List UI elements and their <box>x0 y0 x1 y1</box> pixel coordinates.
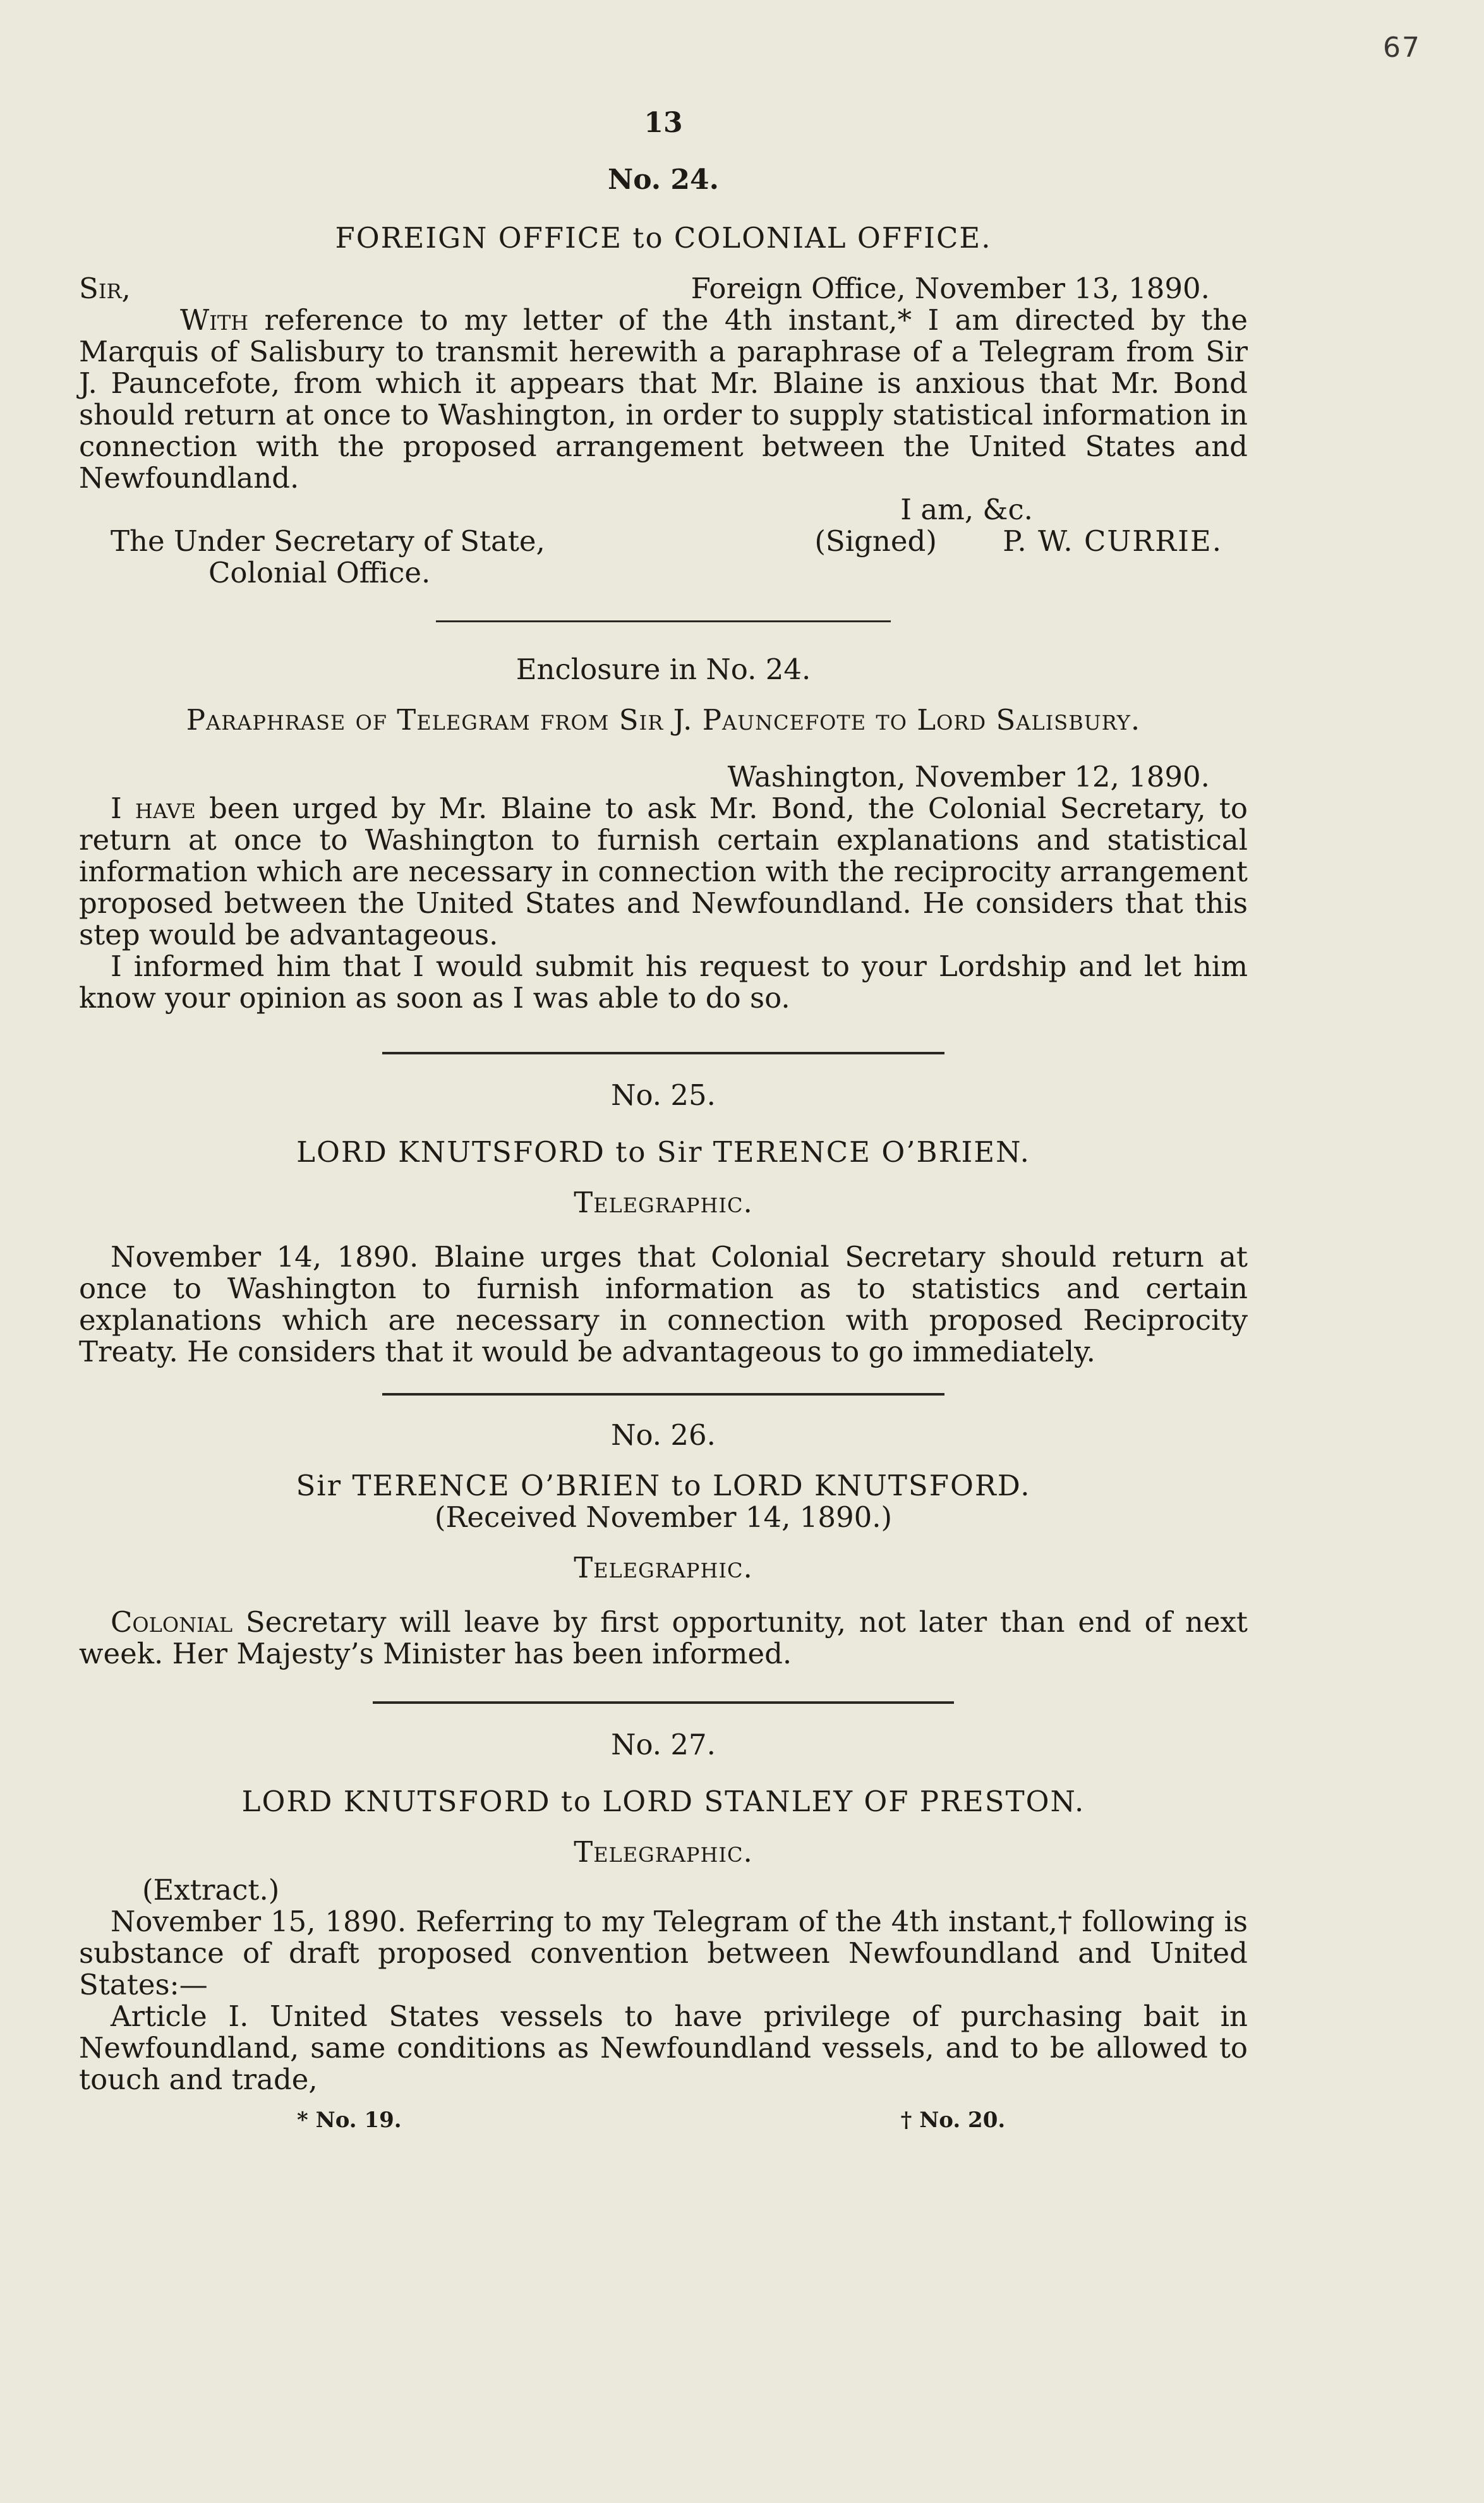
page-number: 67 <box>1383 32 1421 64</box>
salutation-row <box>79 273 1248 305</box>
lead-word: I have <box>111 792 196 825</box>
document-heading: LORD KNUTSFORD to Sir TERENCE O’BRIEN. <box>296 1135 1030 1169</box>
addressee-line: The Under Secretary of State, <box>111 524 545 558</box>
telegram-body: November 14, 1890. Blaine urges that Colonial Secretary should return at once to Washington to furnish information as to statistics and certain explanations which are necessary in connection with proposed Reciprocity Treaty. He considers that it would be advantageous to go immediately. <box>79 1240 1248 1368</box>
letter-body <box>79 305 1248 494</box>
signature-row <box>79 526 1248 557</box>
section-number: 13 <box>644 107 683 139</box>
telegram-body: Article I. United States vessels to have privilege of purchasing bait in Newfoundland, same conditions as Newfoundland vessels, and to be allowed to touch and trade, <box>79 1999 1248 2096</box>
divider <box>382 1052 944 1054</box>
document-body <box>79 107 1248 2136</box>
dateline: Washington, November 12, 1890. <box>727 760 1210 793</box>
enclosure-title: Enclosure in No. 24. <box>516 653 811 686</box>
letter-text: reference to my letter of the 4th instant,* I am directed by the Marquis of Salisbury to transmit herewith a paraphrase of a Telegram from Sir J. Pauncefote, from which it appears that Mr. Blaine is anxious that Mr. Bond should return at once to Washington, in order to supply statistical information in connection with the proposed arrangement between the United States and Newfoundland. <box>79 303 1248 495</box>
enclosure-body: I informed him that I would submit his request to your Lordship and let him know your opinion as soon as I was able to do so. <box>79 950 1248 1015</box>
message-type: Telegraphic. <box>574 1835 753 1869</box>
enclosure-body <box>79 793 1248 951</box>
document-number: No. 24. <box>608 164 719 196</box>
document-number: No. 26. <box>611 1418 716 1452</box>
enclosure-text: been urged by Mr. Blaine to ask Mr. Bond, the Colonial Secretary, to return at once to Washington to furnish certain explanations and statistical information which are necessary in connection with the reciprocity arrangement proposed between the United States and Newfoundland. He considers that this step would be advantageous. <box>79 792 1248 951</box>
signatory: P. W. CURRIE. <box>1003 524 1222 558</box>
extract-label: (Extract.) <box>142 1873 280 1907</box>
footnote: * No. 19. <box>297 2108 402 2133</box>
telegram-body <box>79 1607 1248 1670</box>
lead-word: With <box>180 303 249 337</box>
addressee-line: Colonial Office. <box>208 556 431 589</box>
received-line: (Received November 14, 1890.) <box>434 1500 893 1534</box>
document-number: No. 25. <box>611 1078 716 1112</box>
telegram-body: November 15, 1890. Referring to my Telegram of the 4th instant,† following is substance of draft proposed convention between Newfoundland and United States:— <box>79 1905 1248 2001</box>
footnotes <box>79 2104 1248 2136</box>
divider <box>436 620 891 622</box>
signature-block <box>814 526 1222 557</box>
document-heading: LORD KNUTSFORD to LORD STANLEY OF PRESTON. <box>241 1785 1085 1818</box>
telegram-text: Secretary will leave by first opportunity, not later than end of next week. Her Majesty’s Minister has been informed. <box>79 1605 1248 1670</box>
salutation: Sir, <box>79 272 131 305</box>
signed-label: (Signed) <box>814 524 937 558</box>
divider <box>382 1393 944 1396</box>
message-type: Telegraphic. <box>574 1186 753 1219</box>
enclosure-heading: Paraphrase of Telegram from Sir J. Pauncefote to Lord Salisbury. <box>186 703 1141 737</box>
document-heading: FOREIGN OFFICE to COLONIAL OFFICE. <box>335 221 992 255</box>
document-heading: Sir TERENCE O’BRIEN to LORD KNUTSFORD. <box>296 1469 1031 1502</box>
lead-word: Colonial <box>111 1605 233 1639</box>
message-type: Telegraphic. <box>574 1551 753 1584</box>
dateline: Foreign Office, November 13, 1890. <box>691 272 1210 305</box>
divider <box>373 1701 954 1704</box>
footnote: † No. 20. <box>900 2108 1006 2133</box>
closing: I am, &c. <box>900 493 1033 526</box>
document-number: No. 27. <box>611 1728 716 1761</box>
